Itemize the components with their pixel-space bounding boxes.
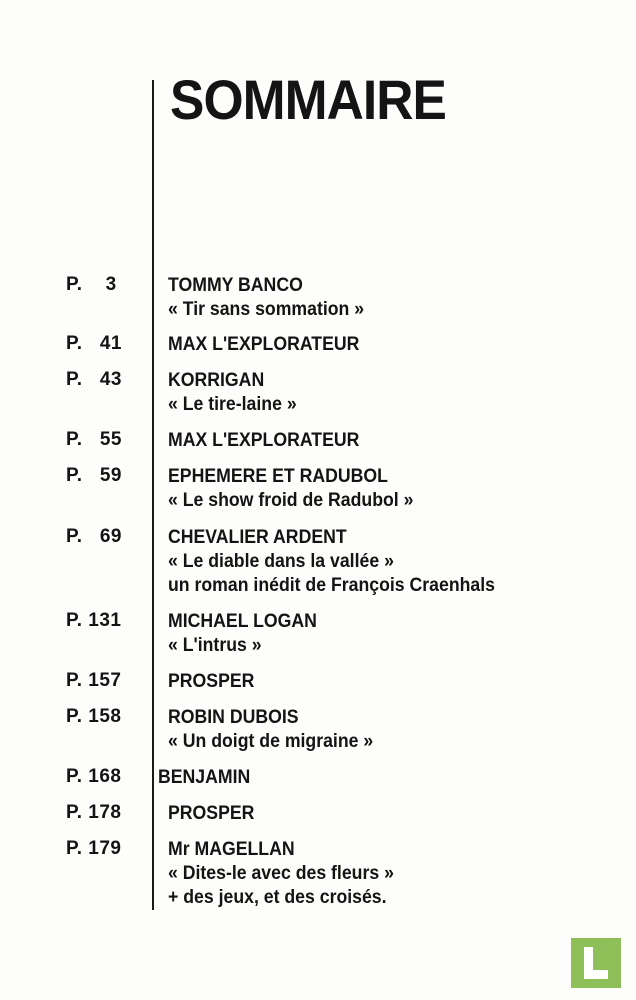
toc-series-title: MAX L'EXPLORATEUR [168, 430, 360, 451]
toc-page-number: P. 59 [66, 465, 122, 486]
toc-series-title: EPHEMERE ET RADUBOL [168, 466, 388, 487]
toc-page-number: P. 55 [66, 429, 122, 450]
toc-page-number: P. 131 [66, 610, 122, 631]
toc-page-number: P. 158 [66, 706, 122, 727]
toc-entry-text [168, 802, 618, 826]
toc-story-title: « Le tire-laine » [168, 394, 297, 415]
toc-entry-text [168, 610, 618, 658]
toc-series-title: TOMMY BANCO [168, 275, 303, 296]
toc-series-title: PROSPER [168, 803, 255, 824]
toc-series-title: MAX L'EXPLORATEUR [168, 334, 360, 355]
toc-entry-text [158, 766, 608, 790]
toc-note: + des jeux, et des croisés. [168, 887, 387, 908]
toc-page-number: P. 157 [66, 670, 122, 691]
toc-series-title: PROSPER [168, 671, 255, 692]
toc-page-number: P. 43 [66, 369, 122, 390]
toc-entry-text [168, 369, 618, 417]
toc-page-number: P. 3 [66, 274, 117, 295]
toc-series-title: CHEVALIER ARDENT [168, 527, 347, 548]
logo-stroke-horizontal [584, 970, 608, 979]
toc-series-title: Mr MAGELLAN [168, 839, 295, 860]
toc-entry-text [168, 274, 618, 322]
toc-series-title: MICHAEL LOGAN [168, 611, 317, 632]
toc-entry-text [168, 429, 618, 453]
toc-story-title: « L'intrus » [168, 635, 262, 656]
toc-page-number: P. 168 [66, 766, 122, 787]
toc-note: un roman inédit de François Craenhals [168, 575, 495, 596]
toc-page-number: P. 41 [66, 333, 122, 354]
toc-entry-text [168, 333, 618, 357]
page-title: SOMMAIRE [170, 68, 446, 131]
vertical-rule [152, 80, 154, 910]
toc-entry-text [168, 526, 618, 598]
toc-entry-text [168, 670, 618, 694]
toc-entry-text [168, 838, 618, 910]
toc-page-number: P. 179 [66, 838, 122, 859]
toc-story-title: « Dites-le avec des fleurs » [168, 863, 394, 884]
toc-story-title: « Tir sans sommation » [168, 299, 365, 320]
toc-page-number: P. 69 [66, 526, 122, 547]
toc-entry-text [168, 465, 618, 513]
toc-page-number: P. 178 [66, 802, 122, 823]
toc-story-title: « Le show froid de Radubol » [168, 490, 414, 511]
toc-story-title: « Un doigt de migraine » [168, 731, 374, 752]
toc-series-title: ROBIN DUBOIS [168, 707, 299, 728]
toc-story-title: « Le diable dans la vallée » [168, 551, 394, 572]
toc-entry-text [168, 706, 618, 754]
toc-series-title: KORRIGAN [168, 370, 265, 391]
watermark-logo-icon [571, 938, 621, 988]
toc-series-title: BENJAMIN [158, 767, 251, 788]
